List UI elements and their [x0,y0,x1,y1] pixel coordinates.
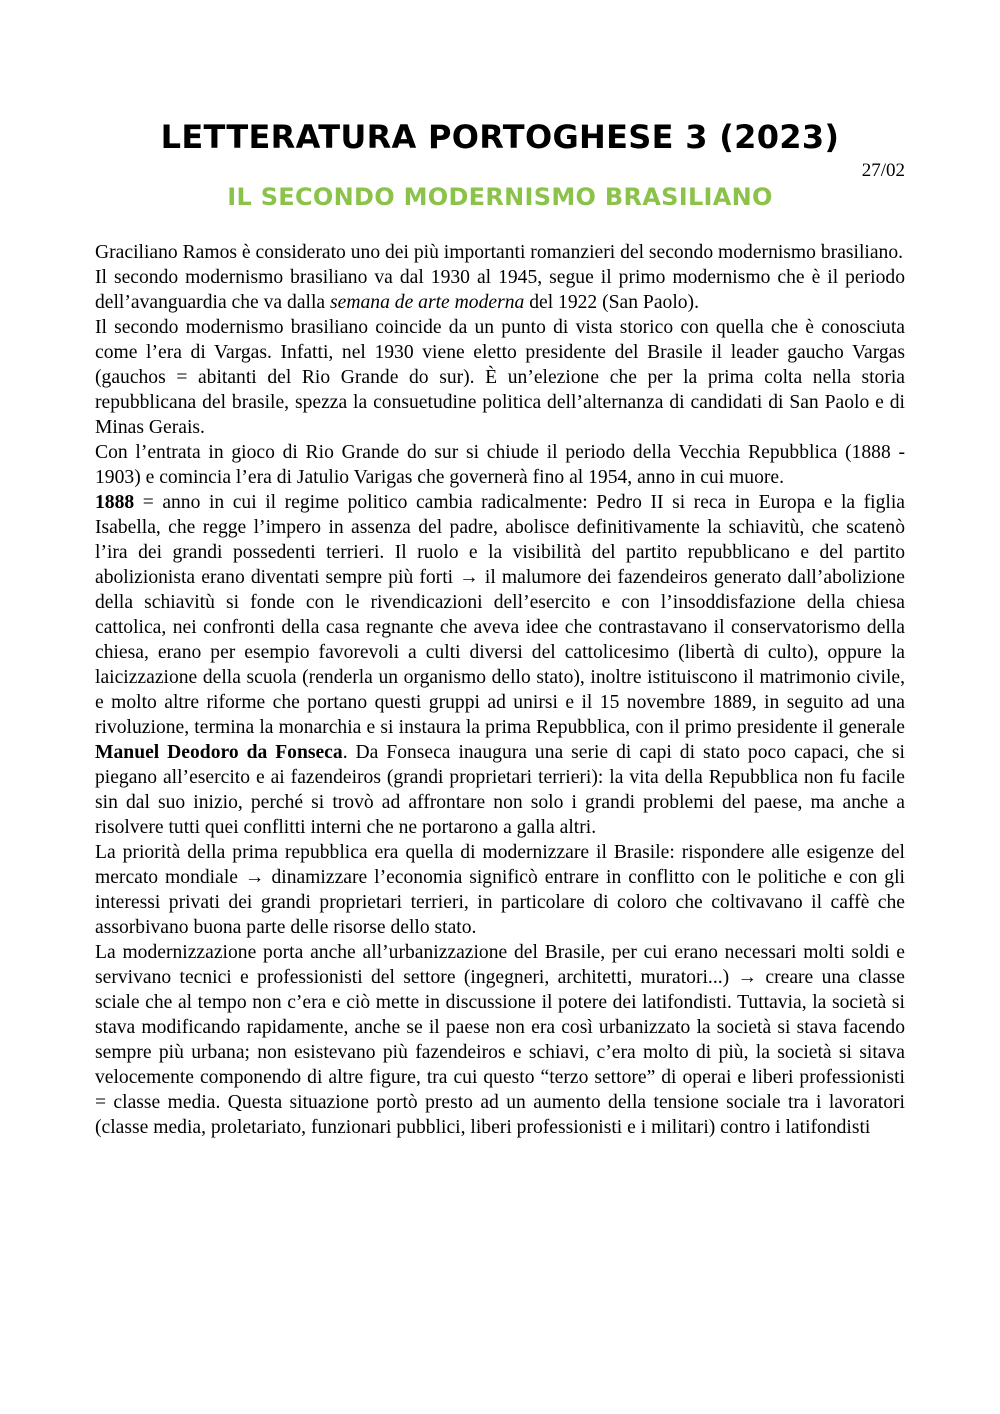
lecture-date: 27/02 [861,160,905,181]
paragraph-text: del 1922 (San Paolo). [524,292,699,313]
paragraph: Con l’entrata in gioco di Rio Grande do sur si chiude il periodo della Vecchia Repubblica (1888 - 1903) e comincia l’era di Jatulio Varigas che governerà fino al 1954, anno in cui muore. [95,442,905,488]
paragraph-text: = anno in cui il regime politico cambia radicalmente: Pedro II si reca in Europa e la figlia Isabella, che regge l’impero in assenza del padre, abolisce definitivamente la schiavitù, che scatenò l’ira dei grandi possedenti terrieri. Il ruolo e la visibilità del partito repubblicano e del partito abolizionista erano diventati sempre più forti → il malumore dei fazendeiros generato dall’abolizione della schiavitù si fonde con le rivendicazioni dell’esercito e con l’insoddisfazione della chiesa cattolica, nei confronti della casa regnante che aveva idee che contrastavano il conservatorismo della chiesa, erano per esempio favorevoli a culti diversi del cattolicesimo (libertà di culto), oppure la laicizzazione della scuola (renderla un organismo dello stato), inoltre istituiscono il matrimonio civile, e molto altre riforme che portano questi gruppi ad unirsi e il 15 novembre 1889, in seguito ad una rivoluzione, termina la monarchia e si instaura la prima Repubblica, con il primo presidente il generale [95,492,905,738]
paragraph: Il secondo modernismo brasiliano coincide da un punto di vista storico con quella che è conosciuta come l’era di Vargas. Infatti, nel 1930 viene eletto presidente del Brasile il leader gaucho Vargas (gauchos = abitanti del Rio Grande do sur). È un’elezione che per la prima colta nella storia repubblicana del brasile, spezza la consuetudine politica dell’alternanza di candidati di San Paolo e di Minas Gerais. [95,317,905,438]
document-body [95,240,905,1140]
document-title: LETTERATURA PORTOGHESE 3 (2023) [160,118,840,156]
paragraph [95,490,905,840]
italic-term: semana de arte moderna [330,292,525,313]
bold-name: Manuel Deodoro da Fonseca [95,742,343,763]
section-title: IL SECONDO MODERNISMO BRASILIANO [227,183,773,211]
bold-year: 1888 [95,492,135,513]
paragraph: Graciliano Ramos è considerato uno dei più importanti romanzieri del secondo modernismo brasiliano. [95,242,904,263]
paragraph [95,265,905,315]
paragraph-text: . Da Fonseca inaugura una serie di capi di stato poco capaci, che si piegano all’esercito e ai fazendeiros (grandi proprietari terrieri): la vita della Repubblica non fu facile sin dal suo inizio, perché si trovò ad affrontare non solo i grandi problemi del paese, ma anche a risolvere tutti quei conflitti interni che ne portarono a galla altri. [95,742,905,838]
paragraph-text: Il secondo modernismo brasiliano va dal 1930 al 1945, segue il primo modernismo che è il periodo dell’avanguardia che va dalla [95,267,905,313]
paragraph: La priorità della prima repubblica era quella di modernizzare il Brasile: rispondere alle esigenze del mercato mondiale → dinamizzare l’economia significò entrare in conflitto con le politiche e con gli interessi privati dei grandi proprietari terrieri, in particolare di coloro che coltivavano il caffè che assorbivano buona parte delle risorse dello stato. [95,842,905,938]
paragraph: La modernizzazione porta anche all’urbanizzazione del Brasile, per cui erano necessari molti soldi e servivano tecnici e professionisti del settore (ingegneri, architetti, muratori...) → creare una classe sciale che al tempo non c’era e ciò mette in discussione il potere dei latifondisti. Tuttavia, la società si stava modificando rapidamente, anche se il paese non era così urbanizzato la società si stava facendo sempre più urbana; non esistevano più fazendeiros e schiavi, c’era molto di più, la società si sitava velocemente componendo di altre figure, tra cui questo “terzo settore” di operai e liberi professionisti = classe media. Questa situazione portò presto ad un aumento della tensione sociale tra i lavoratori (classe media, proletariato, funzionari pubblici, liberi professionisti e i militari) contro i latifondisti [95,942,905,1138]
